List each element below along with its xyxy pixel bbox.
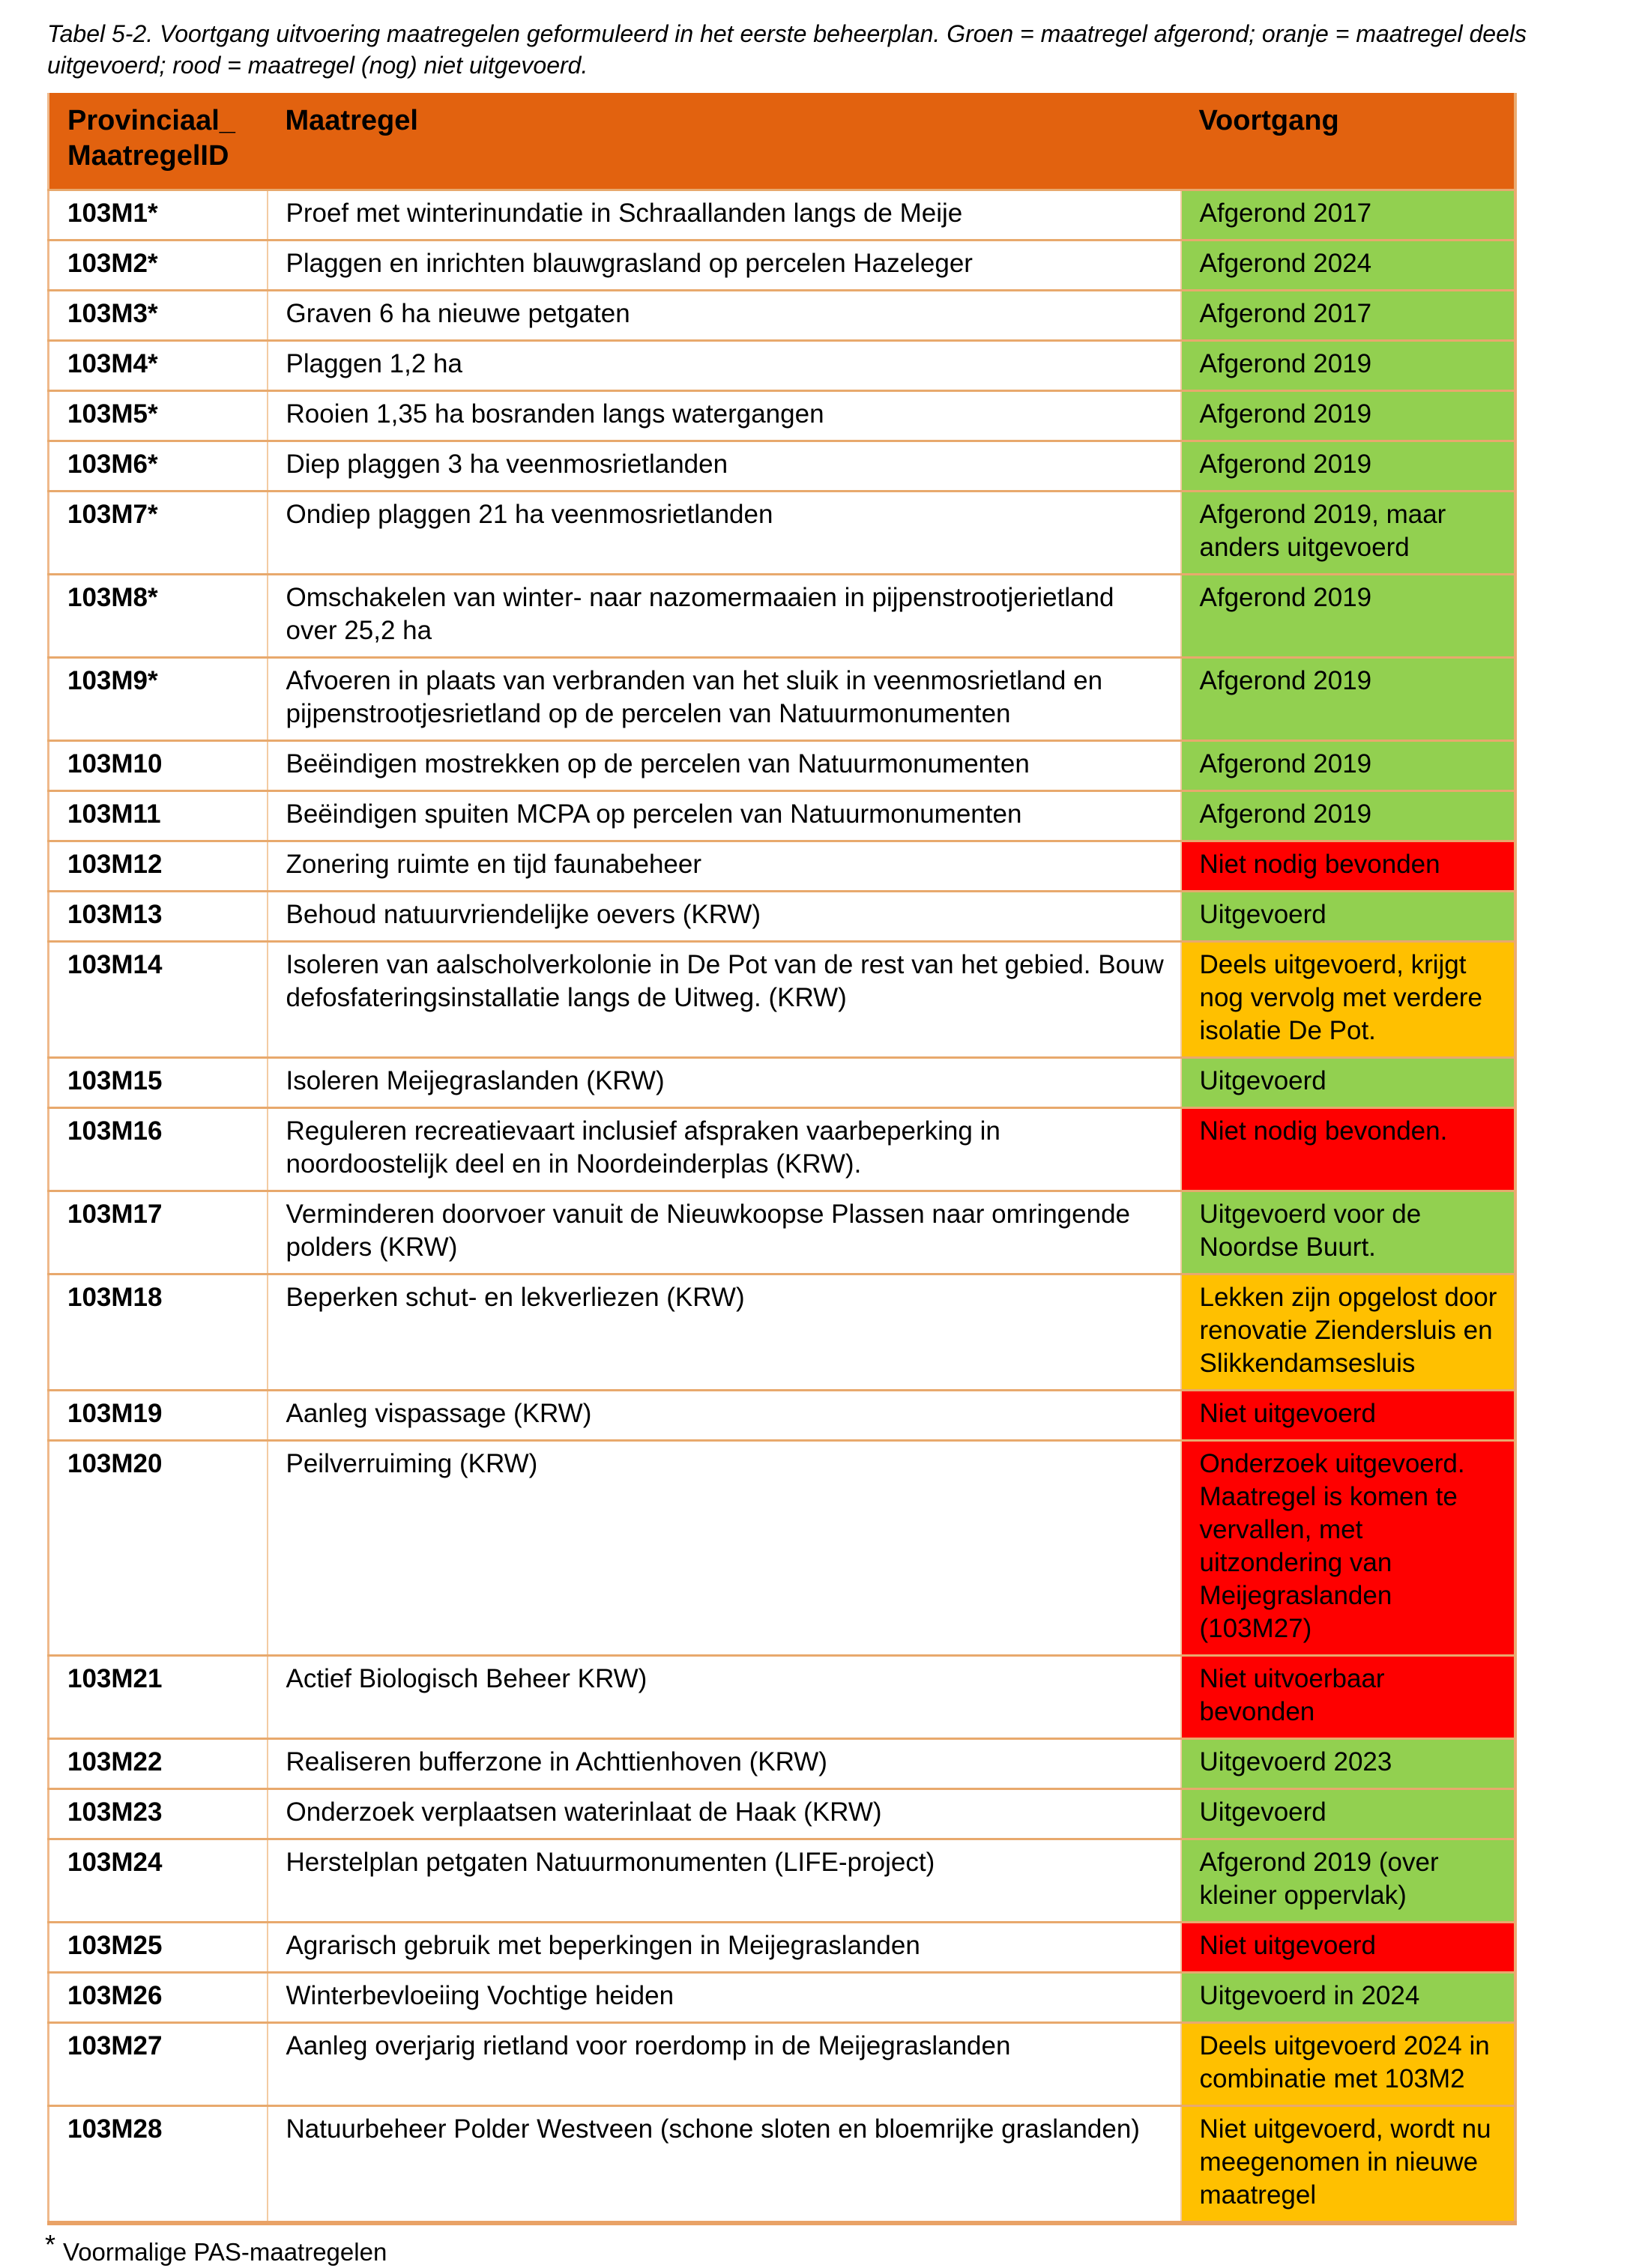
table-row (49, 1923, 1515, 1973)
measure-id: 103M24 (49, 1839, 268, 1923)
table-row (49, 341, 1515, 391)
measure-id: 103M2* (49, 241, 268, 291)
progress-status-cell: Afgerond 2019 (1181, 341, 1515, 391)
measure-id: 103M1* (49, 190, 268, 241)
progress-status-cell: Lekken zijn opgelost door renovatie Ziendersluis en Slikkendamsesluis (1181, 1274, 1515, 1391)
measure-description: Isoleren Meijegraslanden (KRW) (268, 1058, 1181, 1108)
progress-status-cell: Niet uitvoerbaar bevonden (1181, 1656, 1515, 1739)
measures-progress-table (47, 93, 1517, 2225)
table-row (49, 658, 1515, 741)
footnote-text: Voormalige PAS-maatregelen (63, 2238, 387, 2266)
measure-description: Plaggen en inrichten blauwgrasland op percelen Hazeleger (268, 241, 1181, 291)
table-row (49, 1789, 1515, 1839)
table-row (49, 1391, 1515, 1441)
header-maatregel: Maatregel (268, 93, 1181, 190)
measure-description: Ondiep plaggen 21 ha veenmosrietlanden (268, 492, 1181, 575)
progress-status-cell: Uitgevoerd (1181, 1789, 1515, 1839)
progress-status-cell: Afgerond 2019 (1181, 791, 1515, 841)
measure-id: 103M13 (49, 892, 268, 942)
measure-id: 103M12 (49, 841, 268, 892)
progress-status-cell: Afgerond 2019 (over kleiner oppervlak) (1181, 1839, 1515, 1923)
measure-id: 103M26 (49, 1973, 268, 2023)
table-row (49, 291, 1515, 341)
measure-description: Beëindigen spuiten MCPA op percelen van Natuurmonumenten (268, 791, 1181, 841)
progress-status-cell: Uitgevoerd voor de Noordse Buurt. (1181, 1191, 1515, 1274)
table-row (49, 241, 1515, 291)
measure-description: Isoleren van aalscholverkolonie in De Pot van de rest van het gebied. Bouw defosfateringsinstallatie langs de Uitweg. (KRW) (268, 942, 1181, 1058)
measure-description: Proef met winterinundatie in Schraallanden langs de Meije (268, 190, 1181, 241)
measure-description: Afvoeren in plaats van verbranden van het sluik in veenmosrietland en pijpenstrootjesrietland op de percelen van Natuurmonumenten (268, 658, 1181, 741)
measure-description: Diep plaggen 3 ha veenmosrietlanden (268, 441, 1181, 492)
table-row (49, 441, 1515, 492)
measure-description: Herstelplan petgaten Natuurmonumenten (LIFE-project) (268, 1839, 1181, 1923)
table-row (49, 1839, 1515, 1923)
measure-description: Omschakelen van winter- naar nazomermaaien in pijpenstrootjerietland over 25,2 ha (268, 575, 1181, 658)
table-row (49, 741, 1515, 791)
measure-description: Aanleg overjarig rietland voor roerdomp in de Meijegraslanden (268, 2023, 1181, 2106)
progress-status-cell: Afgerond 2019 (1181, 391, 1515, 441)
progress-status-cell: Afgerond 2019 (1181, 575, 1515, 658)
measure-description: Graven 6 ha nieuwe petgaten (268, 291, 1181, 341)
measure-id: 103M9* (49, 658, 268, 741)
measure-id: 103M14 (49, 942, 268, 1058)
table-row (49, 190, 1515, 241)
measure-id: 103M20 (49, 1441, 268, 1656)
table-row (49, 1656, 1515, 1739)
progress-status-cell: Afgerond 2019 (1181, 741, 1515, 791)
measure-description: Behoud natuurvriendelijke oevers (KRW) (268, 892, 1181, 942)
measure-description: Aanleg vispassage (KRW) (268, 1391, 1181, 1441)
measure-id: 103M22 (49, 1739, 268, 1789)
progress-status-cell: Afgerond 2019 (1181, 658, 1515, 741)
progress-status-cell: Deels uitgevoerd 2024 in combinatie met 103M2 (1181, 2023, 1515, 2106)
progress-status-cell: Deels uitgevoerd, krijgt nog vervolg met verdere isolatie De Pot. (1181, 942, 1515, 1058)
progress-status-cell: Onderzoek uitgevoerd. Maatregel is komen te vervallen, met uitzondering van Meijegraslanden (103M27) (1181, 1441, 1515, 1656)
measure-id: 103M16 (49, 1108, 268, 1191)
table-row (49, 2023, 1515, 2106)
measure-id: 103M27 (49, 2023, 268, 2106)
measure-description: Zonering ruimte en tijd faunabeheer (268, 841, 1181, 892)
measure-description: Verminderen doorvoer vanuit de Nieuwkoopse Plassen naar omringende polders (KRW) (268, 1191, 1181, 1274)
progress-status-cell: Niet nodig bevonden. (1181, 1108, 1515, 1191)
progress-status-cell: Niet uitgevoerd (1181, 1391, 1515, 1441)
measure-id: 103M4* (49, 341, 268, 391)
header-id-line1: Provinciaal_ (67, 105, 235, 136)
measure-description: Agrarisch gebruik met beperkingen in Meijegraslanden (268, 1923, 1181, 1973)
measure-id: 103M23 (49, 1789, 268, 1839)
table-row (49, 892, 1515, 942)
header-provinciaal-maatregelid (49, 93, 268, 190)
measure-id: 103M18 (49, 1274, 268, 1391)
measure-id: 103M10 (49, 741, 268, 791)
progress-status-cell: Niet nodig bevonden (1181, 841, 1515, 892)
measure-id: 103M15 (49, 1058, 268, 1108)
table-row (49, 1058, 1515, 1108)
footnote-asterisk: * (45, 2229, 56, 2260)
measure-description: Plaggen 1,2 ha (268, 341, 1181, 391)
header-voortgang: Voortgang (1181, 93, 1515, 190)
measure-description: Beperken schut- en lekverliezen (KRW) (268, 1274, 1181, 1391)
measure-id: 103M11 (49, 791, 268, 841)
measure-id: 103M28 (49, 2106, 268, 2224)
measure-description: Actief Biologisch Beheer KRW) (268, 1656, 1181, 1739)
table-caption: Tabel 5-2. Voortgang uitvoering maatregelen geformuleerd in het eerste beheerplan. Groen = maatregel afgerond; oranje = maatregel deels uitgevoerd; rood = maatregel (nog) niet uitgevoerd. (47, 20, 1527, 79)
measure-description: Realiseren bufferzone in Achttienhoven (KRW) (268, 1739, 1181, 1789)
measure-description: Reguleren recreatievaart inclusief afspraken vaarbeperking in noordoostelijk deel en in Noordeinderplas (KRW). (268, 1108, 1181, 1191)
table-row (49, 492, 1515, 575)
measure-id: 103M21 (49, 1656, 268, 1739)
measure-id: 103M5* (49, 391, 268, 441)
progress-status-cell: Niet uitgevoerd, wordt nu meegenomen in nieuwe maatregel (1181, 2106, 1515, 2224)
footnote (45, 2229, 1642, 2268)
progress-status-cell: Afgerond 2019, maar anders uitgevoerd (1181, 492, 1515, 575)
progress-status-cell: Afgerond 2024 (1181, 241, 1515, 291)
table-row (49, 575, 1515, 658)
table-row (49, 841, 1515, 892)
table-row (49, 791, 1515, 841)
progress-status-cell: Uitgevoerd 2023 (1181, 1739, 1515, 1789)
table-row (49, 1973, 1515, 2023)
measure-description: Peilverruiming (KRW) (268, 1441, 1181, 1656)
progress-status-cell: Uitgevoerd (1181, 892, 1515, 942)
table-row (49, 942, 1515, 1058)
table-row (49, 1274, 1515, 1391)
measure-description: Winterbevloeiing Vochtige heiden (268, 1973, 1181, 2023)
table-row (49, 2106, 1515, 2224)
measure-id: 103M17 (49, 1191, 268, 1274)
progress-status-cell: Uitgevoerd in 2024 (1181, 1973, 1515, 2023)
measure-id: 103M25 (49, 1923, 268, 1973)
measure-description: Onderzoek verplaatsen waterinlaat de Haak (KRW) (268, 1789, 1181, 1839)
table-row (49, 1739, 1515, 1789)
table-row (49, 1191, 1515, 1274)
measure-description: Rooien 1,35 ha bosranden langs watergangen (268, 391, 1181, 441)
header-row (49, 93, 1515, 190)
progress-status-cell: Niet uitgevoerd (1181, 1923, 1515, 1973)
progress-status-cell: Afgerond 2019 (1181, 441, 1515, 492)
measure-id: 103M6* (49, 441, 268, 492)
table-row (49, 391, 1515, 441)
header-id-line2: MaatregelID (67, 140, 229, 172)
progress-status-cell: Afgerond 2017 (1181, 291, 1515, 341)
measure-id: 103M19 (49, 1391, 268, 1441)
measure-description: Beëindigen mostrekken op de percelen van Natuurmonumenten (268, 741, 1181, 791)
measure-description: Natuurbeheer Polder Westveen (schone sloten en bloemrijke graslanden) (268, 2106, 1181, 2224)
measure-id: 103M7* (49, 492, 268, 575)
table-row (49, 1108, 1515, 1191)
progress-status-cell: Uitgevoerd (1181, 1058, 1515, 1108)
measure-id: 103M8* (49, 575, 268, 658)
table-row (49, 1441, 1515, 1656)
measure-id: 103M3* (49, 291, 268, 341)
progress-status-cell: Afgerond 2017 (1181, 190, 1515, 241)
